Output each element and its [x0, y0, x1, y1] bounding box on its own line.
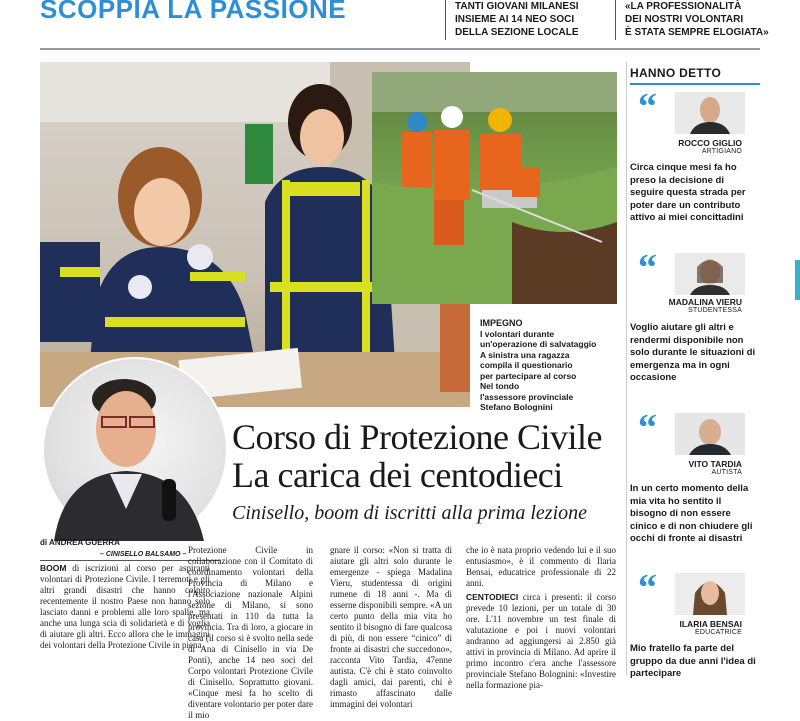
top-teaser-right [625, 0, 790, 39]
column-divider [445, 0, 446, 40]
quote-role: EDUCATRICE [695, 629, 742, 636]
dateline: – CINISELLO BALSAMO – [100, 551, 187, 558]
top-headline: SCOPPIA LA PASSIONE [40, 0, 347, 24]
quote-text: In un certo momento della mia vita ho sentito il bisogno di non essere cinico e di non chiudere gli occhi di fronte ai disastri [630, 483, 753, 544]
quote-mark-icon: “ [638, 407, 657, 449]
caption-line: Nel tondo [480, 381, 520, 391]
quote-role: ARTIGIANO [701, 148, 742, 155]
byline: di ANDREA GUERRA [40, 538, 120, 547]
teaser-line: È STATA SEMPRE ELOGIATA» [625, 27, 769, 38]
page-edge-marker [795, 260, 800, 300]
quote-role: STUDENTESSA [688, 307, 742, 314]
body-text: di iscrizioni al corso per aspiranti volontari di Protezione Civile. I terremoti e gli altri grandi disastri che hanno colpito recentemente il nostro Paese non hanno solo lasciato danni e problemi alle loro spalle, ma anche una lunga scia di solidarietà e di voglia di aiutare gli altri. Ecco allora che le immagini dei volontari della Protezione Civile in piena [40, 563, 210, 650]
quote-mark-icon: “ [638, 567, 657, 609]
body-column-3 [330, 545, 452, 709]
body-text: Protezione Civile in collaborazione con il Comitato di coordinamento volontari della Provincia di Milano e l'Associazione nazionale Alpini sezione di Milano, si sono presentati in 110 da tutta la provincia. Tra di loro, a giocare in casa (il corso si è svolto nella sede di Ana di Cinisello in via De Ponti), anche 14 neo soci del Corpo volontari Protezione Civile di Cinisello. Soprattutto giovani. «Cinque mesi fa ho scelto di diventare volontario per poter dare il mio [188, 545, 313, 720]
article-headline [232, 418, 632, 494]
body-column-2 [188, 545, 313, 720]
sidebar-rule [630, 83, 760, 85]
body-text: circa i presenti: il corso prevede 10 lezioni, per un totale di 30 ore. L'11 novembre un test finale di valutazione e poi i nuovi volontari andranno ad aggiungersi ai 2.850 già attivi in provincia di Milano. Ad aprire il primo incontro c'era anche l'assessore provinciale Stefano Bolognini: «Investire nella formazione pia- [466, 592, 617, 690]
body-column-4 [466, 545, 617, 690]
quote-text: Voglio aiutare gli altri e rendermi disponibile non solo durante le situazioni di emergenza ma in ogni occasione [630, 322, 756, 383]
column-divider [615, 0, 616, 40]
quote-name: ILARIA BENSAI [679, 619, 742, 629]
caption-line: per partecipare al corso [480, 370, 577, 381]
photo-caption [480, 318, 610, 413]
quote-avatar [675, 92, 745, 134]
teaser-line: TANTI GIOVANI MILANESI [455, 1, 579, 12]
lead-word: BOOM [40, 563, 67, 573]
headline-line: La carica dei centodieci [232, 455, 563, 495]
assessore-portrait [42, 357, 228, 543]
caption-line: A sinistra una ragazza [480, 349, 570, 360]
article-subhead: Cinisello, boom di iscritti alla prima lezione [232, 502, 587, 524]
quote-text: Circa cinque mesi fa ho preso la decisione di seguire questa strada per poter dare un contributo attivo ai miei concittadini [630, 162, 746, 223]
top-rule [40, 48, 760, 50]
quote-avatar [675, 253, 745, 295]
teaser-line: DEI NOSTRI VOLONTARI [625, 14, 744, 25]
quote-avatar [675, 413, 745, 455]
teaser-line: DELLA SEZIONE LOCALE [455, 27, 579, 38]
caption-line: I volontari durante [480, 328, 555, 339]
body-column-1 [40, 563, 210, 693]
quote-name: ROCCO GIGLIO [678, 138, 742, 148]
quote-name: VITO TARDIA [688, 459, 742, 469]
lead-word: CENTODIECI [466, 592, 519, 602]
body-text: che io è nata proprio vedendo lui e il suo entusiasmo», è il commento di Ilaria Bensai, educatrice professionale di 22 anni. [466, 545, 616, 588]
caption-line: compila il questionario [480, 360, 573, 370]
caption-line: un'operazione di salvataggio [480, 339, 597, 349]
quote-text: Mio fratello fa parte del gruppo da due anni l'idea di partecipare [630, 643, 756, 679]
rescue-photo [372, 72, 617, 304]
top-teaser-mid [455, 0, 605, 39]
quote-name: MADALINA VIERU [668, 297, 742, 307]
quote-mark-icon: “ [638, 86, 657, 128]
rescue-illustration [372, 72, 617, 304]
teaser-line: INSIEME AI 14 NEO SOCI [455, 14, 575, 25]
sidebar-title: HANNO DETTO [630, 66, 722, 80]
quote-mark-icon: “ [638, 247, 657, 289]
caption-line: Stefano Bolognini [480, 402, 553, 412]
body-text: gnare il corso: «Non si tratta di aiutare gli altri solo durante le emergenze - spiega Madalina Vieru, studentessa di origini rumene di 18 anni -. Ma di esserne disponibili sempre. «A un certo punto della mia vita ho sentito il bisogno di fare qualcosa di più, di non essere “cinico” di fronte ai disastri che succedono», racconta Vito Tardia, 47enne autista. C'è chi è stato coinvolto dagli amici, dai parenti, chi è rimasto affascinato dalle immagini dei volontari [330, 545, 452, 709]
caption-line: l'assessore provinciale [480, 391, 574, 402]
headline-line: Corso di Protezione Civile [232, 417, 602, 457]
quote-avatar [675, 573, 745, 615]
portrait-illustration [44, 359, 226, 541]
teaser-line: «LA PROFESSIONALITÀ [625, 1, 742, 12]
quote-role: AUTISTA [711, 469, 742, 476]
caption-label: IMPEGNO [480, 318, 523, 328]
